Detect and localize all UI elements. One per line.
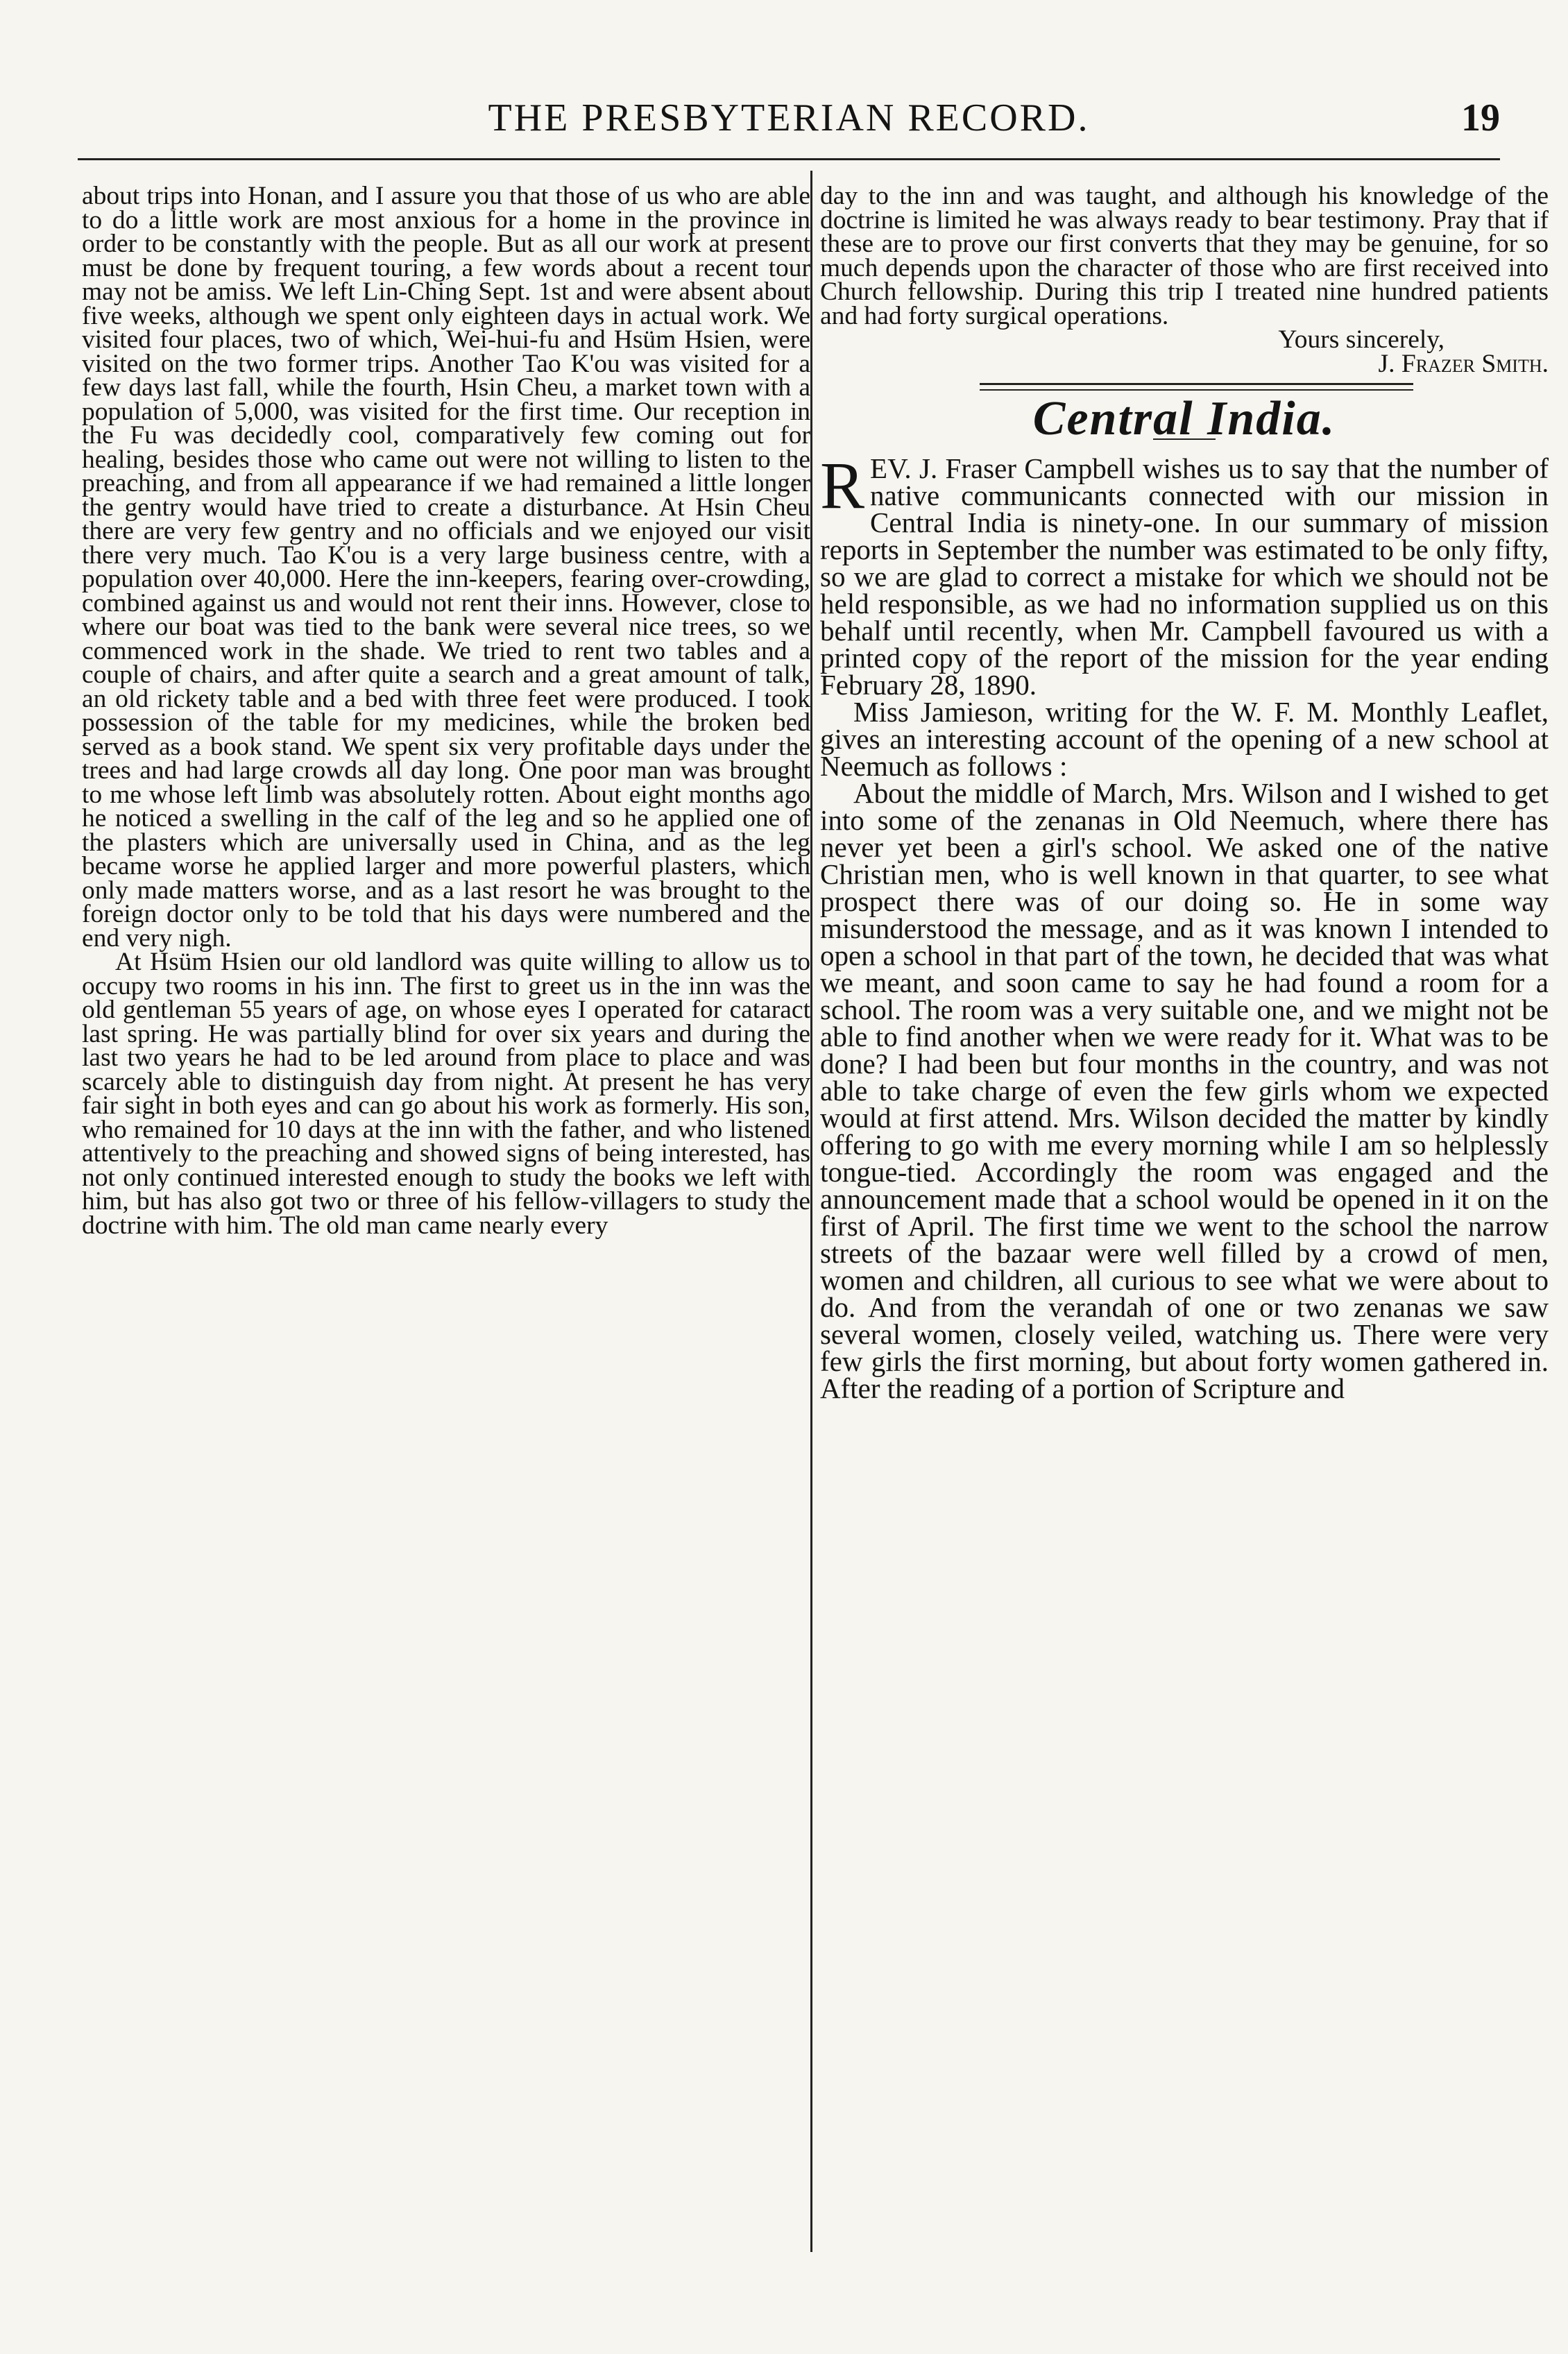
section-body [820, 447, 1549, 1404]
article-paragraph: About the middle of March, Mrs. Wilson and I wished to get into some of the zenanas in Old Neemuch, where there has never yet been a girl's school. We asked one of the native Christian men, who is well known in that quarter, to see what prospect there was of our doing so. He in some way misunderstood the message, and as it was known I intended to open a school in that part of the town, he decided that was what we meant, and soon came to say he had found a room for a school. The room was a very suitable one, and we might not be able to find another when we were ready for it. What was to be done? I had been but four months in the country, and was not able to take charge of even the few girls whom we expected would at first attend. Mrs. Wilson decided the matter by kindly offering to go with me every morning while I am so helplessly tongue-tied. Accordingly the room was engaged and the announcement made that a school would be opened in it on the first of April. The first time we went to the school the narrow streets of the bazaar were well filled by a crowd of men, women and children, all curious to see what we were about to do. And from the verandah of one or two zenanas we saw several women, closely veiled, watching us. There were very few girls the first morning, but about forty women gathered in. After the reading of a portion of Scripture and [820, 776, 1549, 1404]
letter-signature: J. Frazer Smith. [1378, 349, 1549, 378]
section-rule [980, 383, 1413, 385]
section-heading: Central India. [1032, 392, 1336, 445]
right-column [820, 182, 1549, 1404]
article-paragraph [820, 447, 1549, 701]
letter-continuation: day to the inn and was taught, and although his knowledge of the doctrine is limited he was always ready to bear testimony. Pray that if these are to prove our first converts that they may be genuine, for so much depends upon the character of those who are first received into Church fellowship. During this trip I treated nine hundred patients and had forty surgical operations. [820, 182, 1549, 330]
article-paragraph: about trips into Honan, and I assure you that those of us who are able to do a little work are most anxious for a home in the province in order to be constantly with the people. But as all our work at present must be done by frequent touring, a few words about a recent tour may not be amiss. We left Lin-Ching Sept. 1st and were absent about five weeks, although we spent only eighteen days in actual work. We visited four places, two of which, Wei-hui-fu and Hsüm Hsien, were visited on the two former trips. Another Tao K'ou was visited for a few days last fall, while the fourth, Hsin Cheu, a market town with a population of 5,000, was visited for the first time. Our reception in the Fu was decidedly cool, comparatively few coming out for healing, besides those who came out were not willing to listen to the preaching, and from all appearance if we had remained a little longer the gentry would have tried to create a disturbance. At Hsin Cheu there are very few gentry and no officials and we enjoyed our visit there very much. Tao K'ou is a very large business centre, with a population over 40,000. Here the inn-keepers, fearing over-crowding, combined against us and would not rent their inns. However, close to where our boat was tied to the bank were several nice trees, so we commenced work in the shade. We tried to rent two tables and a couple of chairs, and after quite a search and a great amount of talk, an old rickety table and a bed with three feet were produced. I took possession of the table for my medicines, while the broken bed served as a book stand. We spent six very profitable days under the trees and had large crowds all day long. One poor man was brought to me whose left limb was absolutely rotten. About eight months ago he noticed a swelling in the calf of the leg and so he applied one of the plasters which are universally used in China, and as the leg became worse he applied larger and more powerful plasters, which only made matters worse, and as a last resort he was brought to the foreign doctor only to be told that his days were numbered and the end very nigh. [82, 182, 810, 953]
column-divider [810, 171, 812, 2252]
article-paragraph: At Hsüm Hsien our old landlord was quite willing to allow us to occupy two rooms in his inn. The first to greet us in the inn was the old gentleman 55 years of age, on whose eyes I operated for cataract last spring. He was partially blind for over six years and during the last two years he had to be led around from place to place and was scarcely able to distinguish day from night. At present he has very fair sight in both eyes and can go about his work as formerly. His son, who remained for 10 days at the inn with the father, and who listened attentively to the preaching and showed signs of being interested, has not only continued interested enough to study the books we left with him, but has also got two or three of his fellow-villagers to study the doctrine with him. The old man came nearly every [82, 948, 810, 1240]
publication-title: THE PRESBYTERIAN RECORD. [488, 96, 1090, 139]
section-rule [980, 389, 1413, 391]
left-column [82, 182, 810, 1240]
page-header [78, 96, 1500, 144]
article-paragraph: Miss Jamieson, writing for the W. F. M. Monthly Leaflet, gives an interesting account of the opening of a new school at Neemuch as follows : [820, 695, 1549, 782]
paragraph-text: EV. J. Fraser Campbell wishes us to say that the number of native communicants connected with our mission in Central India is ninety-one. In our summary of mission reports in September the number was estimated to be only fifty, so we are glad to correct a mistake for which we should not be held responsible, as we had no information supplied us on this behalf until recently, when Mr. Campbell favoured us with a printed copy of the report of the mission for the year ending February 28, 1890. [820, 452, 1549, 701]
drop-cap: R [820, 447, 865, 522]
letter-closing: Yours sincerely, [1278, 325, 1445, 354]
header-rule [78, 158, 1500, 160]
page-number: 19 [1461, 96, 1500, 139]
